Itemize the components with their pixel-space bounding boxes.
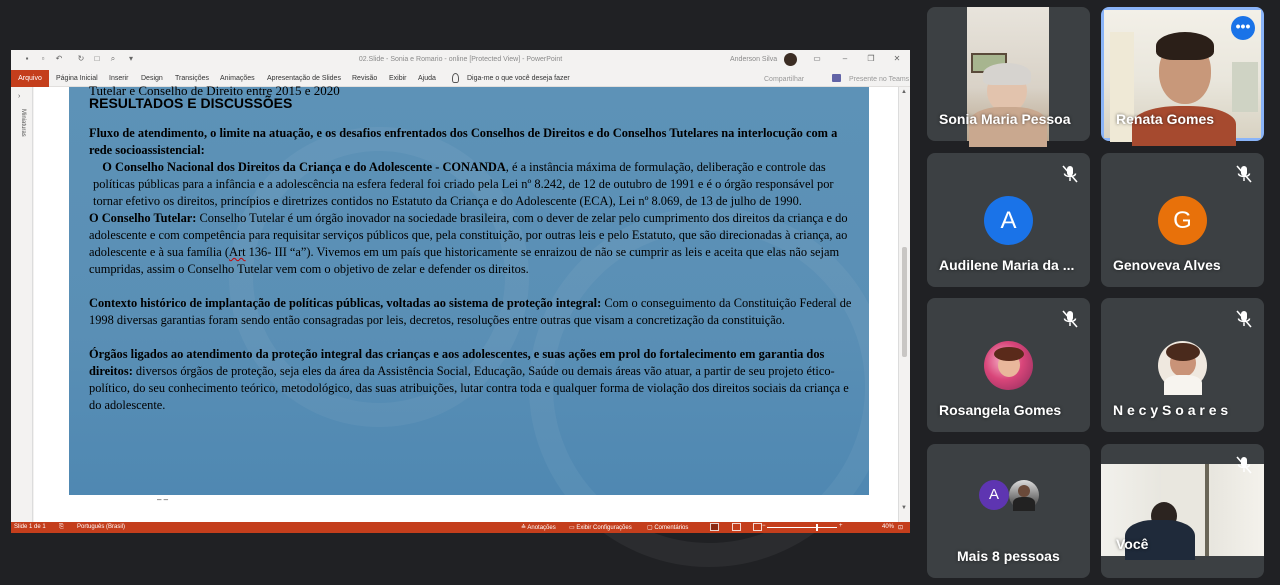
slide-counter: Slide 1 de 1	[14, 524, 46, 530]
paragraph-conselho-tutelar: O Conselho Tutelar: Conselho Tutelar é um órgão inovador na sociedade brasileira, com o dever de zelar pelo cumprimento dos direitos da criança e do adolescente e com competência para requisitar serviços públicos que, pela constituição, por outras leis e pelo Estatuto, que são direcionadas à criança, ao adolescente e à sua família (Art 136- III “a”). Vivemos em um país que historicamente se enraizou de não se cumprir as leis e aceita que elas não sejam cumpridas, assim o Conselho Tutelar vem com o objetivo de zelar e defender os direitos.	[89, 211, 848, 276]
zoom-in-icon[interactable]: +	[839, 523, 843, 529]
more-avatar-2	[1009, 480, 1039, 510]
zoom-slider-knob[interactable]	[816, 524, 818, 531]
maximize-icon[interactable]: ❐	[867, 54, 875, 63]
participant-avatar	[1158, 341, 1207, 390]
more-options-icon[interactable]: •••	[1231, 16, 1255, 40]
paragraph-contexto: Contexto histórico de implantação de políticas públicas, voltadas ao sistema de proteção integral: Com o conseguimento da Constituição Federal de 1998 diversas garantias foram sendo então consagradas por leis, decretos, resoluções entre outras que visam a concretização da constituição.	[89, 296, 852, 327]
person-hair	[1156, 32, 1214, 60]
normal-view-icon[interactable]	[710, 523, 719, 531]
person-hair	[983, 63, 1031, 85]
minimize-icon[interactable]: –	[842, 54, 848, 63]
tab-exibir[interactable]: Exibir	[389, 75, 407, 82]
slide-sorter-icon[interactable]	[732, 523, 741, 531]
paragraph-orgaos: Órgãos ligados ao atendimento da proteção integral das crianças e aos adolescentes, e suas ações em prol do fortalecimento em garantia dos direitos: diversos órgãos de proteção, seja eles da área da Assistência Social, Educação, Saúde ou demais áreas vão atuar, a partir de seu projeto ético-político, do seu conhecimento teórico, metodológico, das suas atribuições, lutar contra toda e qualquer forma de violação dos direitos sociais da criança e do adolescente.	[89, 347, 849, 412]
slide-cut-header: Tutelar e Conselho de Direito entre 2015 e 2020	[89, 83, 340, 98]
language-status[interactable]: Português (Brasil)	[77, 524, 126, 530]
participant-name: Rosangela Gomes	[939, 402, 1062, 418]
participant-name: Genoveva Alves	[1113, 257, 1221, 273]
preview-icon[interactable]: ⌕	[110, 54, 116, 63]
participant-name: Você	[1116, 536, 1149, 552]
participant-name: Mais 8 pessoas	[957, 548, 1060, 564]
mic-off-icon	[1062, 310, 1078, 328]
mic-off-icon	[1236, 310, 1252, 328]
tab-revisao[interactable]: Revisão	[352, 75, 378, 82]
reading-view-icon[interactable]	[753, 523, 762, 531]
participant-tile-sonia[interactable]	[927, 7, 1090, 141]
participant-avatar	[984, 341, 1033, 390]
spellcheck-icon[interactable]: ⎘	[59, 524, 64, 530]
participant-tile-rosangela[interactable]	[927, 298, 1090, 432]
participant-tile-genoveva[interactable]	[1101, 153, 1264, 287]
background-object	[1232, 62, 1258, 112]
tab-pagina-inicial[interactable]: Página Inicial	[56, 75, 98, 82]
participant-tile-necy[interactable]	[1101, 298, 1264, 432]
tab-arquivo[interactable]: Arquivo	[11, 70, 49, 87]
scroll-thumb[interactable]	[902, 247, 907, 357]
save-as-icon[interactable]: ▫	[41, 54, 45, 63]
thumbnails-pane[interactable]	[11, 87, 33, 522]
tell-me-search[interactable]: Diga-me o que você deseja fazer	[467, 75, 570, 82]
tab-animacoes[interactable]: Animações	[220, 75, 255, 82]
tab-design[interactable]: Design	[141, 75, 163, 82]
title-bar	[11, 50, 910, 70]
notes-area[interactable]	[69, 495, 869, 522]
customize-icon[interactable]: ▾	[128, 54, 133, 63]
zoom-slider[interactable]	[767, 527, 837, 528]
share-button[interactable]: Compartilhar	[764, 76, 805, 83]
status-bar	[11, 522, 910, 533]
thumbnails-label: Miniaturas	[20, 109, 26, 137]
user-name[interactable]: Anderson Silva	[730, 56, 778, 63]
comments-button[interactable]: ▢ Comentários	[647, 525, 689, 531]
participant-avatar: G	[1158, 196, 1207, 245]
display-settings-button[interactable]: ▭ Exibir Configurações	[569, 525, 632, 531]
print-icon[interactable]: □	[94, 54, 100, 63]
notes-button[interactable]: ≙ Anotações	[521, 525, 556, 531]
participant-name: Renata Gomes	[1116, 111, 1215, 127]
tab-apresentacao[interactable]: Apresentação de Slides	[267, 75, 341, 82]
participant-name: N e c y S o a r e s	[1113, 402, 1229, 418]
document-title: 02.Slide - Sonia e Romario - online [Protected View] - PowerPoint	[358, 56, 563, 63]
participant-tile-audilene[interactable]	[927, 153, 1090, 287]
participant-name: Sonia Maria Pessoa	[939, 111, 1071, 127]
tab-transicoes[interactable]: Transições	[175, 75, 209, 82]
undo-icon[interactable]: ↶	[55, 54, 63, 63]
paragraph-conanda: O Conselho Nacional dos Direitos da Criança e do Adolescente - CONANDA, é a instância máxima de formulação, deliberação e controle das políticas públicas para a infância e a adolescência na esfera federal foi criado pela Lei nº 8.242, de 12 de outubro de 1991 e é o órgão responsável por tornar efetivo os direitos, princípios e diretrizes contidos no Estatuto da Criança e do Adolescente (ECA), Lei nº 8.069, de 13 de julho de 1990.	[93, 160, 834, 208]
more-avatar-1: A	[979, 480, 1009, 510]
participant-tile-renata[interactable]	[1101, 7, 1264, 141]
vertical-scrollbar[interactable]	[898, 87, 910, 522]
fit-slide-icon[interactable]: ⊡	[898, 525, 904, 531]
present-teams-button[interactable]: Presente no Teams	[849, 76, 910, 83]
zoom-level[interactable]: 40%	[882, 524, 895, 530]
slide[interactable]	[69, 83, 869, 495]
slide-canvas[interactable]	[34, 83, 898, 522]
participant-name: Audilene Maria da ...	[939, 257, 1075, 273]
participant-avatar: A	[984, 196, 1033, 245]
slide-text-box[interactable]	[89, 81, 859, 414]
mic-off-icon[interactable]	[1236, 456, 1252, 474]
slide-heading: RESULTADOS E DISCUSSÕES	[89, 95, 293, 111]
participant-tile-self[interactable]	[1101, 444, 1264, 578]
notes-placeholder: ‒ ‒	[157, 495, 169, 504]
powerpoint-window	[11, 50, 910, 533]
zoom-out-icon[interactable]: −	[762, 523, 766, 529]
tab-inserir[interactable]: Inserir	[109, 75, 129, 82]
mic-off-icon	[1062, 165, 1078, 183]
scroll-down-icon[interactable]: ▼	[901, 505, 907, 511]
tab-ajuda[interactable]: Ajuda	[418, 75, 436, 82]
expand-chevron-icon[interactable]: ›	[18, 93, 21, 100]
ribbon-options-icon[interactable]: ▭	[813, 54, 821, 63]
scroll-up-icon[interactable]: ▲	[901, 89, 907, 95]
user-avatar[interactable]	[784, 53, 797, 66]
paragraph-fluxo: Fluxo de atendimento, o limite na atuação, e os desafios enfrentados dos Conselhos de Direitos e do Conselhos Tutelares na interlocução com a rede socioassistencial:	[89, 126, 838, 157]
mic-off-icon	[1236, 165, 1252, 183]
close-icon[interactable]: ✕	[893, 54, 901, 63]
participant-tile-more[interactable]	[927, 444, 1090, 578]
redo-icon[interactable]: ↻	[77, 54, 85, 63]
save-icon[interactable]: ▪	[25, 54, 29, 63]
